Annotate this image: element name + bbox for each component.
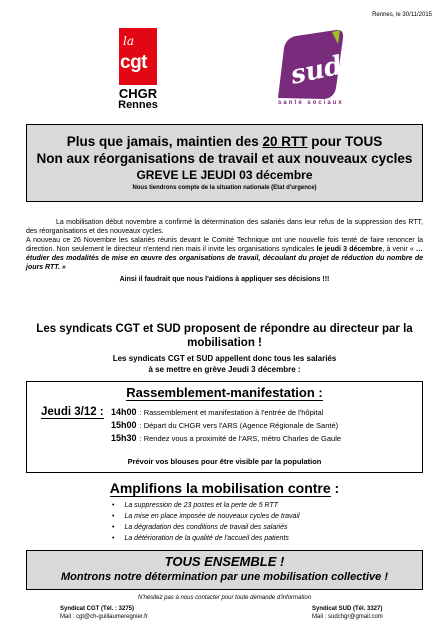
header-line4: Nous tiendrons compte de la situation nationale (Etat d'urgence) <box>132 185 317 191</box>
list-item: • La détérioration de la qualité de l'accueil des patients <box>112 533 423 544</box>
header-line2: Non aux réorganisations de travail et aux nouveaux cycles <box>36 151 413 166</box>
schedule-row: 15h00 : Départ du CHGR vers l'ARS (Agence Régionale de Santé) <box>111 420 339 430</box>
date-line: Rennes, le 30/11/2015 <box>372 12 432 18</box>
schedule-row: 15h30 : Rendez vous a proximité de l'ARS, métro Charles de Gaule <box>111 433 342 443</box>
final-line2: Montrons notre détermination par une mobilisation collective ! <box>61 571 388 583</box>
rassemblement-note: Prévoir vos blouses pour être visible par la population <box>127 457 322 466</box>
rassemblement-day: Jeudi 3/12 : <box>41 406 104 418</box>
body-paragraph-1: La mobilisation début novembre a confirmé la détermination des salariés dans leur refus de la suppression des RTT, des réorganisations et des nouveaux cycles. <box>26 219 423 235</box>
list-item: • La dégradation des conditions de travail des salariés <box>112 522 423 533</box>
syndicats-sub-2: à se mettre en grève Jeudi 3 décembre : <box>148 365 301 374</box>
sud-logo-shape <box>270 28 350 104</box>
cgt-logo-la: la <box>123 34 134 48</box>
cgt-org-city: Rennes <box>118 99 158 111</box>
contact-cgt <box>60 605 148 621</box>
contact-sud-title: Syndicat SUD (Tél. 3327) <box>312 606 383 612</box>
amplifions-title: Amplifions la mobilisation contre : <box>109 480 340 496</box>
contact-sud <box>312 605 383 621</box>
list-item: • La mise en place imposée de nouveaux cycles de travail <box>112 511 423 522</box>
cgt-org-name: CHGR <box>118 86 158 101</box>
body-text <box>26 218 423 284</box>
cgt-logo-word: cgt <box>120 52 147 73</box>
body-paragraph-3: Ainsi il faudrait que nous l'aidions à appliquer ses décisions !!! <box>119 276 330 283</box>
sud-logo-word: sud <box>288 50 345 91</box>
contact-cgt-title: Syndicat CGT (Tél. : 3275) <box>60 606 135 612</box>
cgt-logo <box>107 28 169 111</box>
contact-note: N'hésitez pas à nous contacter pour toute demande d'information <box>137 595 312 601</box>
schedule-row: 14h00 : Rassemblement et manifestation à l'entrée de l'hôpital <box>111 407 324 417</box>
syndicats-section <box>26 322 423 375</box>
amplifions-list <box>112 500 423 544</box>
amplifions-section <box>26 480 423 544</box>
sud-logo-subtitle: santé sociaux <box>278 100 344 106</box>
body-paragraph-2: A nouveau ce 26 Novembre les salariés réunis devant le Comité Technique ont une nouvelle fois tenté de faire renoncer la direction. Non seulement le directeur n'entend rien mais il invite les organisations syndicales le jeudi 3 décembre, à venir « … étudier des modalités de mise en œuvre des organisations de travail, découlant du projet de réduction du nombre de jours RTT. » <box>26 237 423 271</box>
header-box <box>26 124 423 202</box>
contact-sud-mail: Mail : sudchgr@gmail.com <box>312 614 383 620</box>
contact-cgt-mail: Mail : cgt@ch-guillaumeregnier.fr <box>60 614 148 620</box>
rassemblement-schedule <box>111 406 411 445</box>
syndicats-sub-1: Les syndicats CGT et SUD appellent donc tous les salariés <box>112 354 337 363</box>
rassemblement-title: Rassemblement-manifestation : <box>126 385 323 400</box>
rassemblement-box <box>26 381 423 473</box>
cgt-logo-block <box>119 28 157 85</box>
syndicats-main: Les syndicats CGT et SUD proposent de répondre au directeur par la mobilisation ! <box>36 323 413 349</box>
final-box <box>26 550 423 590</box>
header-line3: GREVE LE JEUDI 03 décembre <box>136 168 313 182</box>
list-item: • La suppression de 23 postes et la perte de 5 RTT <box>112 500 423 511</box>
header-line1: Plus que jamais, maintien des 20 RTT pour TOUS <box>66 134 383 149</box>
final-line1: TOUS ENSEMBLE ! <box>164 554 285 569</box>
